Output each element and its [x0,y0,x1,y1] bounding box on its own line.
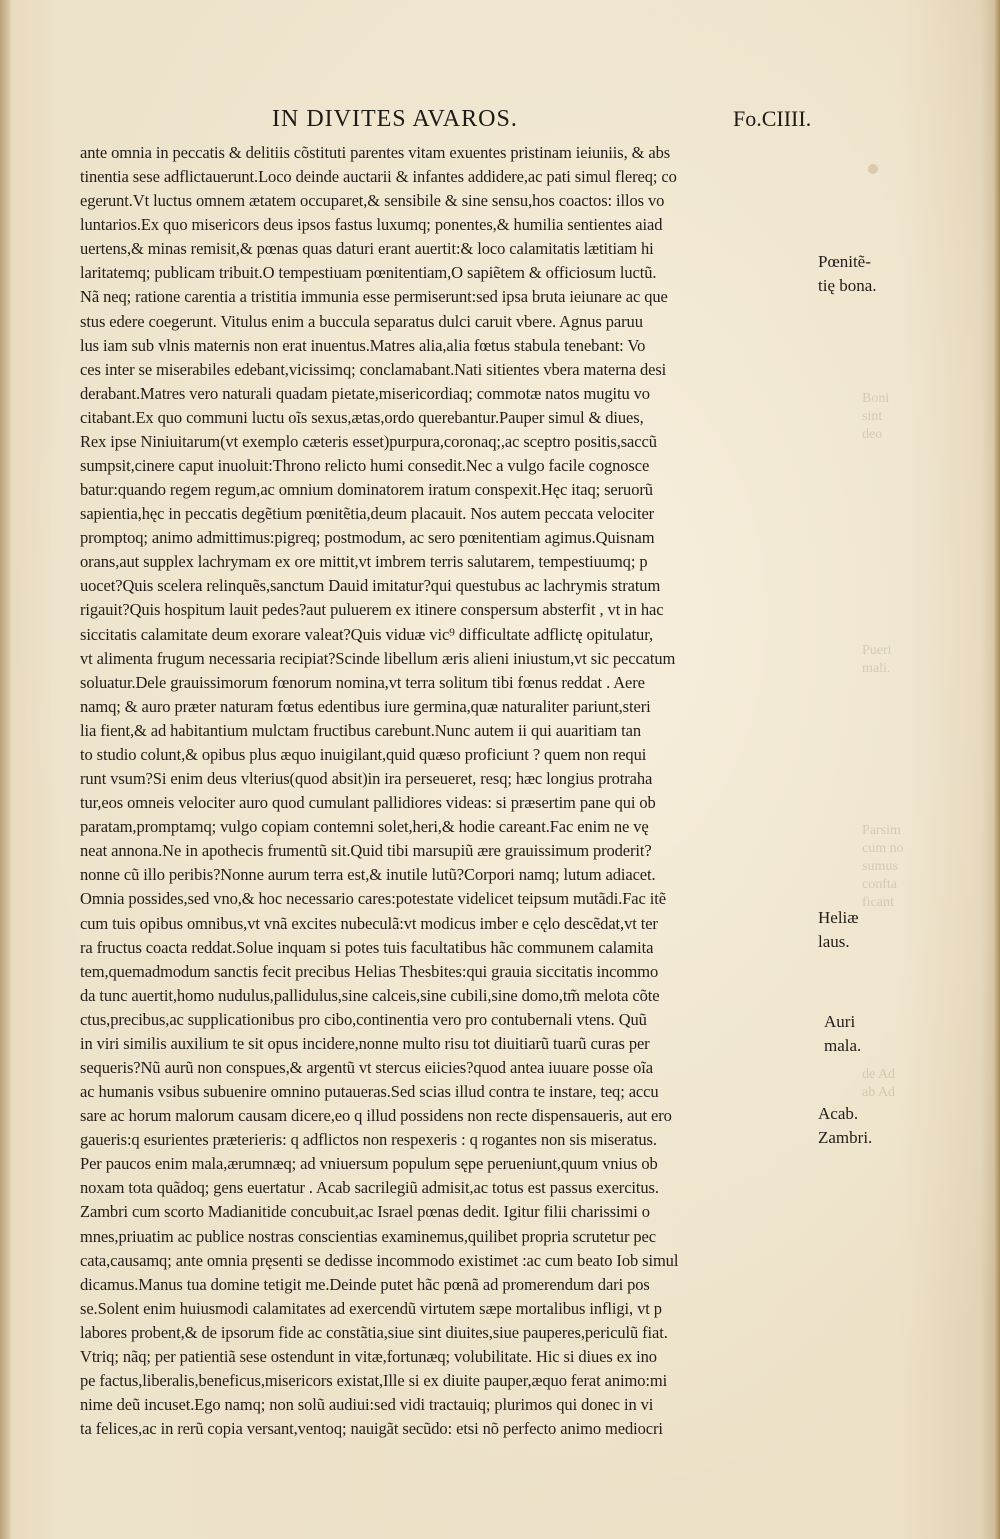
show-through-text [862,390,942,444]
text-line: runt vsum?Si enim deus vlterius(quod absit)in ira perseueret, resq; hæc longius protraha [80,769,653,789]
text-line: paratam,promptamq; vulgo copiam contemni solet,heri,& hodie careant.Fac enim ne vę [80,817,649,837]
show-through-line: Boni [862,391,890,406]
text-line: tem,quemadmodum sanctis fecit precibus Helias Thesbites:qui grauia siccitatis incommo [80,961,659,981]
text-line: egerunt.Vt luctus omnem ætatem occuparet,& sensibile & sine sensu,hos coactos: illos vo [80,191,665,211]
text-line: citabant.Ex quo communi luctu oĩs sexus,ætas,ordo querebantur.Pauper simul & diues, [80,407,644,427]
margin-note-auri [824,1010,904,1058]
text-line: lia fient,& ad habitantium mulctam fructibus carebunt.Nunc autem ii qui auaritiam tan [80,720,642,740]
text-line: soluatur.Dele grauissimorum fœnorum nomina,vt terra solitum tibi fœnus reddat . Aere [80,672,645,692]
show-through-text [862,822,942,912]
text-line: tinentia sese adflictauerunt.Loco deinde auctarii & infantes addidere,ac pati simul flereq; co [80,167,677,187]
text-line: ctus,precibus,ac supplicationibus pro cibo,continentia vero pro contubernali vtens. Quũ [80,1009,647,1029]
show-through-line: de Ad [862,1067,896,1082]
show-through-line: sint [862,409,883,424]
text-line: sare ac horum malorum causam dicere,eo q illud possidens non recte dispensaueris, aut ero [80,1106,672,1126]
text-line: ta felices,ac in rerũ copia versant,ventoq; nauigãt secũdo: etsi nõ perfecto animo mediocri [80,1419,663,1439]
text-line: stus edere coegerunt. Vitulus enim a buccula separatus dulci caruit vbere. Agnus paruu [80,311,643,331]
show-through-line: Parsim [862,823,901,838]
text-line: derabant.Matres vero naturali quadam pietate,misericordiaq; commotæ natos mugitu vo [80,383,650,403]
text-line: da tunc auertit,homo nudulus,pallidulus,sine calceis,sine cubili,sine domo,tm̃ melota cõte [80,985,660,1005]
text-line: lus iam sub vlnis maternis non erat inuentus.Matres alia,alia fœtus stabula tenebant: Vo [80,335,646,355]
text-line: cata,causamq; ante omnia pręsenti se dedisse incommodo existimet :ac cum beato Iob simul [80,1250,679,1270]
margin-note-heliae [818,906,898,954]
margin-note-poenitentiae [818,250,898,298]
paper-stain [868,164,878,174]
show-through-line: ficant [862,895,894,910]
text-line: luntarios.Ex quo misericors deus ipsos fastus luxumq; ponentes,& humilia sentientes aiad [80,215,663,235]
text-line: gaueris:q esurientes præterieris: q adflictos non respexeris : q rogantes non sis miseratus. [80,1130,657,1150]
text-line: Zambri cum scorto Madianitide concubuit,ac Israel pœnas dedit. Igitur filii charissimi o [80,1202,650,1222]
text-line: orans,aut supplex lachrymam ex ore mittit,vt imbrem terris salutarem, tempestiuumq; p [80,552,648,572]
text-line: ra fructus coacta reddat.Solue inquam si potes tuis facultatibus hãc communem calamita [80,937,654,957]
text-line: vt alimenta frugum necessaria recipiat?Scinde libellum æris alieni iniustum,vt sic peccatum [80,648,676,668]
text-line: nonne cũ illo peribis?Nonne aurum terra est,& inutile lutũ?Corpori namq; lutum adiacet. [80,865,656,885]
text-line: Rex ipse Niniuitarum(vt exemplo cæteris esset)purpura,coronaq;,ac sceptro positis,saccũ [80,431,657,451]
folio-number: Fo.CIIII. [733,106,812,131]
show-through-line: confta [862,877,897,892]
margin-note-line: laus. [818,932,850,951]
text-line: nime deũ incuset.Ego namq; non solũ audiui:sed vidi tractauiq; plurimos qui donec in vi [80,1395,654,1415]
show-through-line: mali. [862,661,891,676]
text-line: Vtriq; nãq; per patientiã sese ostendunt in vitæ,fortunæq; volubilitate. Hic si diues ex ino [80,1346,657,1366]
show-through-text [862,1066,942,1102]
text-line: namq; & auro præter naturam fœtus edentibus iure germina,quæ naturaliter pariunt,steri [80,696,651,716]
right-page-edge [994,0,1000,1539]
text-line: ces inter se miserabiles edebant,vicissimq; conclamabant.Nati sitientes vbera materna desi [80,359,667,379]
show-through-line: sumus [862,859,898,874]
text-line: uertens,& minas remisit,& pœnas quas daturi erant auertit:& loco calamitatis lætitiam hi [80,239,654,259]
show-through-line: ab Ad [862,1085,896,1100]
show-through-line: cum no [862,841,904,856]
text-line: noxam tota quãdoq; gens euertatur . Acab sacrilegiũ admisit,ac totus est passus exercitus. [80,1178,659,1198]
margin-note-line: Auri [824,1012,856,1031]
text-line: rigauit?Quis hospitum lauit pedes?aut puluerem ex itinere conspersum absterfit , vt in hac [80,600,664,620]
text-line: se.Solent enim huiusmodi calamitates ad exercendũ virtutem sæpe mortalibus infligi, vt p [80,1298,662,1318]
text-line: Per paucos enim mala,ærumnæq; ad vniuersum populum sępe perueniunt,quum vnius ob [80,1154,658,1174]
text-line: mnes,priuatim ac publice nostras conscientias examinemus,quilibet propria scrutetur pec [80,1226,656,1246]
text-line: sapientia,hęc in peccatis degẽtium pœnitẽtia,deum placauit. Nos autem peccata velociter [80,504,655,524]
text-line: pe factus,liberalis,beneficus,misericors existat,Ille si ex diuite pauper,æquo ferat animo:mi [80,1370,668,1390]
text-line: uocet?Quis scelera relinquẽs,sanctum Dauid imitatur?qui questubus ac lachrymis stratum [80,576,661,596]
text-line: neat annona.Ne in apothecis frumentũ sit.Quid tibi marsupiũ ære grauissimum proderit? [80,841,652,861]
text-line: to studio colunt,& opibus plus æquo inuigilant,quid quæso proficiunt ? quem non requi [80,744,647,764]
margin-note-acab [818,1102,898,1150]
text-line: ac humanis vsibus subuenire omnino putaueras.Sed scias illud contra te instare, teq; accu [80,1082,659,1102]
text-line: sumpsit,cinere caput inuoluit:Throno relicto humi consedit.Nec a vulgo facile cognosce [80,456,650,476]
text-line: batur:quando regem regum,ac omnium dominatorem iratum conspexit.Hęc itaq; seruorũ [80,480,653,500]
running-head-title: IN DIVITES AVAROS. [272,106,518,132]
text-line: tur,eos omneis velociter auro quod cumulant pallidiores videas: si præsertim pane qui ob [80,793,656,813]
margin-note-line: Pœnitẽ- [818,252,871,271]
text-line: Nã neq; ratione carentia a tristitia immunia esse permiserunt:sed ipsa bruta ieiunare ac que [80,287,668,307]
show-through-line: Pueri [862,643,892,658]
text-line: siccitatis calamitate deum exorare valeat?Quis viduæ vic⁹ difficultate adflictę opitulatur, [80,624,653,644]
text-line: ante omnia in peccatis & delitiis cõstituti parentes vitam exuentes pristinam ieiuniis, & abs [80,143,671,162]
text-line: laritatemq; publicam tribuit.O tempestiuam pœnitentiam,O sapiẽtem & officiosum luctũ. [80,263,657,283]
text-line: sequeris?Nũ aurũ non conspues,& argentũ vt stercus eiicies?quod antea iuuare posse oĩa [80,1057,654,1077]
main-text-block [80,141,820,1441]
margin-note-line: Acab. [818,1104,859,1123]
text-line: in viri similis auxilium te sit opus incidere,nonne multo risu tot diuitiarũ tuarũ curas per [80,1033,650,1053]
margin-note-line: tię bona. [818,276,877,295]
left-page-edge [0,0,10,1539]
text-line: dicamus.Manus tua domine tetigit me.Deinde putet hãc pœnã ad promerendum dari pos [80,1274,650,1294]
text-line: promptoq; animo admittimus:pigreq; postmodum, ac sero pœnitentiam agimus.Quisnam [80,528,655,548]
text-line: Omnia possides,sed vno,& hoc necessario cares:potestate videlicet teipsum mutãdi.Fac itẽ [80,889,666,909]
text-line: cum tuis opibus omnibus,vt vnã excites nubeculã:vt modicus imber e cęlo descẽdat,vt ter [80,913,658,933]
show-through-text [862,642,942,678]
margin-note-line: Heliæ [818,908,859,927]
margin-note-line: Zambri. [818,1128,873,1147]
text-line: labores probent,& de ipsorum fide ac constãtia,siue sint diuites,siue pauperes,periculũ fiat. [80,1322,668,1342]
show-through-line: deo [862,427,883,442]
margin-note-line: mala. [824,1036,862,1055]
